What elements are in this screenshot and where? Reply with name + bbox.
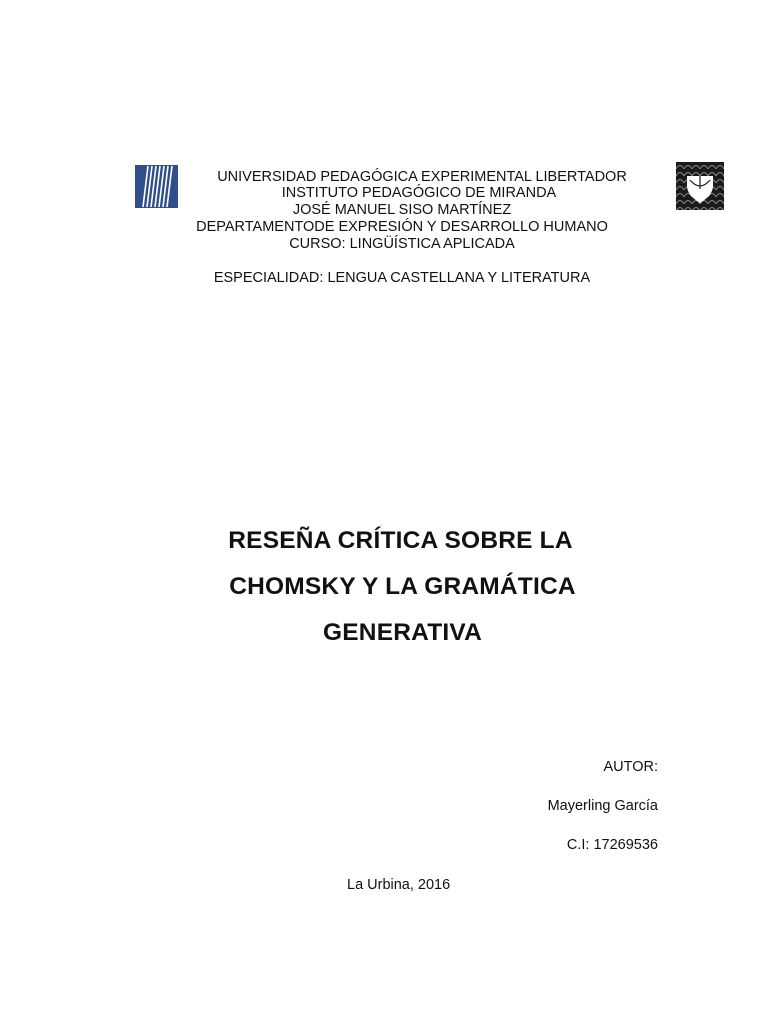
author-label: AUTOR: bbox=[603, 759, 658, 775]
document-title-line-3: GENERATIVA bbox=[323, 619, 482, 646]
document-title-line-2: CHOMSKY Y LA GRAMÁTICA bbox=[229, 573, 576, 600]
header-department: DEPARTAMENTODE EXPRESIÓN Y DESARROLLO HUMANO bbox=[196, 219, 608, 235]
author-id: C.I: 17269536 bbox=[566, 837, 658, 853]
header-campus: JOSÉ MANUEL SISO MARTÍNEZ bbox=[292, 202, 512, 218]
header-institute: INSTITUTO PEDAGÓGICO DE MIRANDA bbox=[281, 185, 557, 201]
header-specialty: ESPECIALIDAD: LENGUA CASTELLANA Y LITERATURA bbox=[213, 270, 591, 286]
header-university: UNIVERSIDAD PEDAGÓGICA EXPERIMENTAL LIBERTADOR bbox=[217, 169, 627, 185]
header-course: CURSO: LINGÜÍSTICA APLICADA bbox=[289, 236, 515, 252]
author-name: Mayerling García bbox=[547, 798, 658, 814]
document-title-line-1: RESEÑA CRÍTICA SOBRE LA bbox=[228, 527, 573, 554]
place-date: La Urbina, 2016 bbox=[347, 877, 451, 893]
